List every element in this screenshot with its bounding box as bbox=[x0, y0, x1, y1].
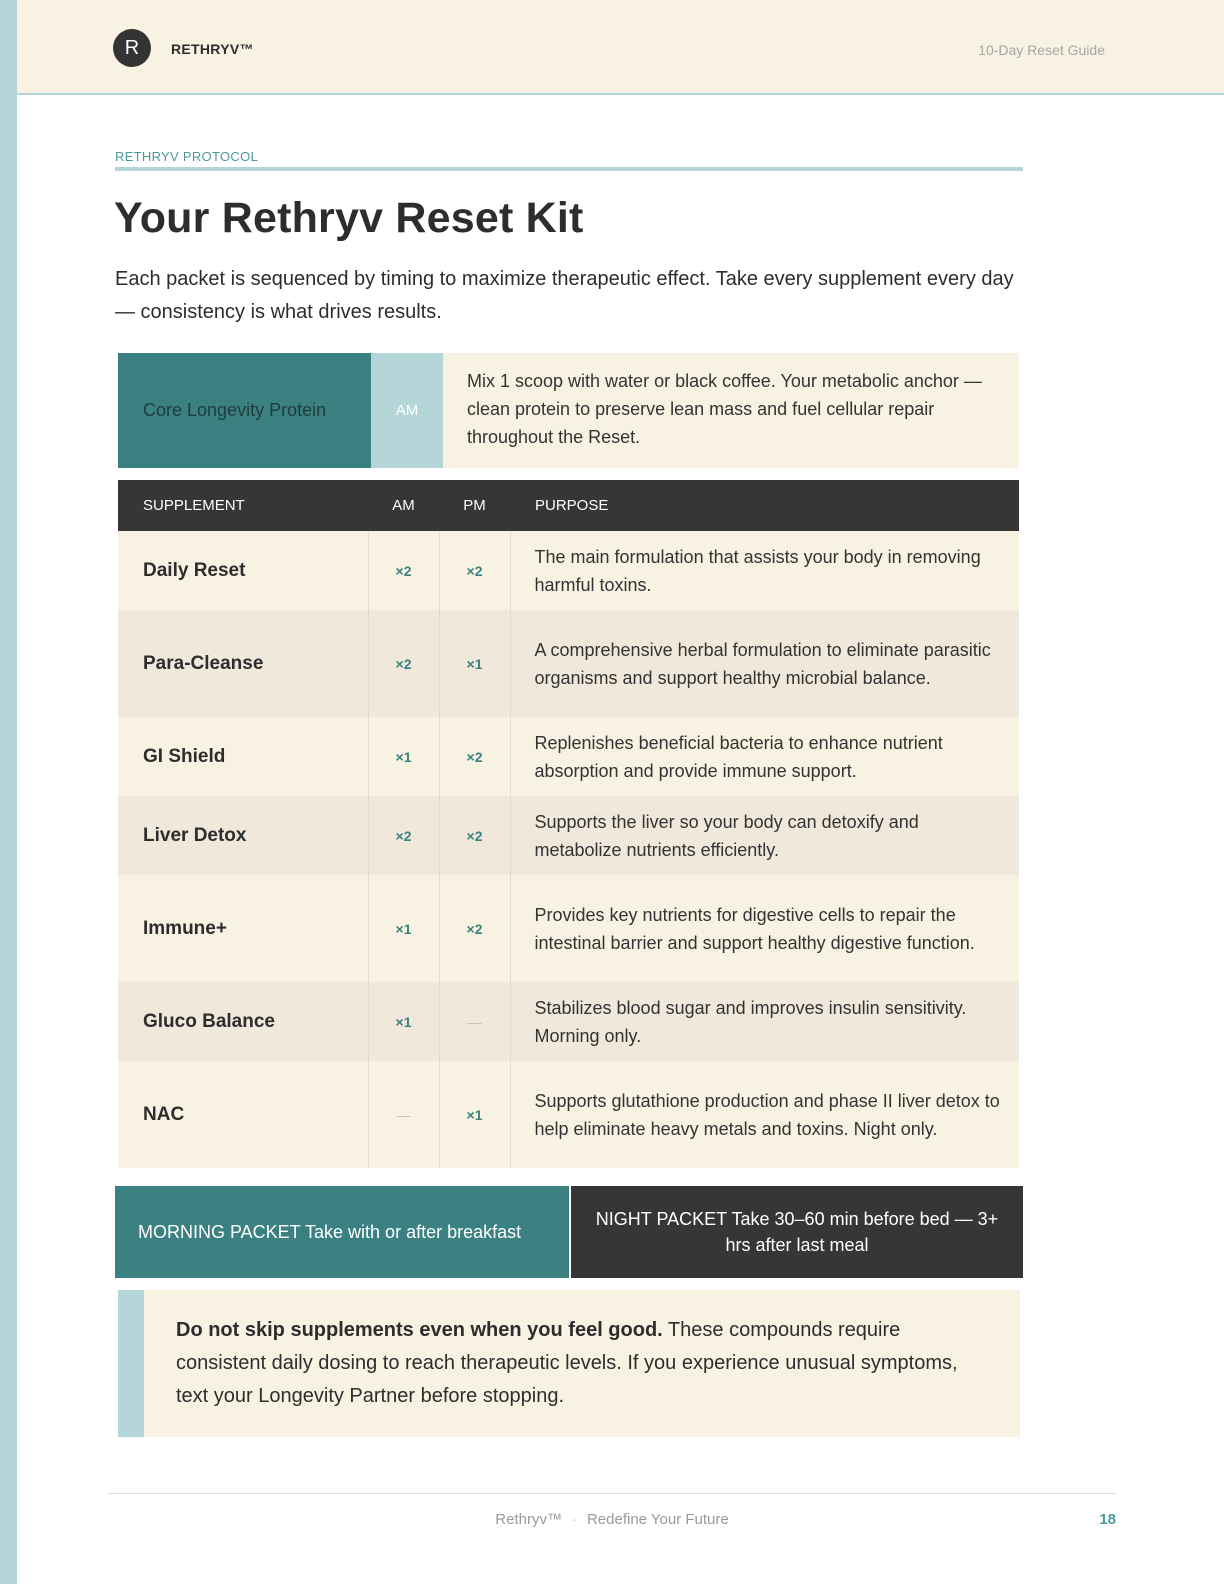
header-pm: PM bbox=[439, 480, 510, 531]
notice-body-text: These compounds require consistent daily dosing to reach therapeutic levels. If you experience unusual symptoms, text your Longevity Partner before stopping. bbox=[176, 1319, 958, 1407]
table-row bbox=[118, 796, 1019, 875]
supplement-purpose: Supports the liver so your body can detoxify and metabolize nutrients efficiently. bbox=[510, 796, 1019, 875]
table-header-row bbox=[118, 480, 1019, 531]
am-dose-none: — bbox=[368, 1061, 439, 1168]
footer-tagline: Redefine Your Future bbox=[586, 1511, 729, 1528]
footer-brand: Rethryv™ bbox=[495, 1511, 562, 1528]
supplement-name: Liver Detox bbox=[118, 796, 368, 875]
am-dose: ×2 bbox=[368, 531, 439, 610]
eyebrow-divider bbox=[115, 167, 1023, 171]
supplement-purpose: Supports glutathione production and phase II liver detox to help eliminate heavy metals and toxins. Night only. bbox=[510, 1061, 1019, 1168]
night-packet-label: NIGHT PACKET Take 30–60 min before bed — 3+ hrs after last meal bbox=[571, 1186, 1023, 1278]
supplement-purpose: A comprehensive herbal formulation to eliminate parasitic organisms and support healthy microbial balance. bbox=[510, 610, 1019, 717]
table-row bbox=[118, 1061, 1019, 1168]
supplement-table bbox=[118, 480, 1019, 1168]
notice-accent-bar bbox=[118, 1290, 144, 1437]
notice-text bbox=[144, 1290, 1020, 1437]
supplement-purpose: Provides key nutrients for digestive cells to repair the intestinal barrier and support healthy digestive function. bbox=[510, 875, 1019, 982]
supplement-purpose: The main formulation that assists your body in removing harmful toxins. bbox=[510, 531, 1019, 610]
important-notice bbox=[118, 1290, 1020, 1437]
page-number: 18 bbox=[1099, 1511, 1116, 1528]
supplement-name: GI Shield bbox=[118, 717, 368, 796]
brand-name: RETHRYV™ bbox=[171, 41, 254, 57]
core-protein-row bbox=[118, 353, 1019, 468]
am-dose: ×1 bbox=[368, 717, 439, 796]
core-protein-name: Core Longevity Protein bbox=[118, 353, 371, 468]
brand-logo: R bbox=[113, 29, 151, 67]
section-eyebrow: RETHRYV PROTOCOL bbox=[115, 149, 259, 164]
left-accent-bar bbox=[0, 0, 17, 1584]
supplement-name: Immune+ bbox=[118, 875, 368, 982]
footer-divider bbox=[108, 1493, 1116, 1494]
pm-dose: ×1 bbox=[439, 1061, 510, 1168]
footer-separator: · bbox=[571, 1511, 577, 1528]
am-dose: ×1 bbox=[368, 875, 439, 982]
pm-dose: ×2 bbox=[439, 875, 510, 982]
supplement-name: Daily Reset bbox=[118, 531, 368, 610]
table-row bbox=[118, 610, 1019, 717]
pm-dose: ×2 bbox=[439, 531, 510, 610]
supplement-name: Para-Cleanse bbox=[118, 610, 368, 717]
am-dose: ×2 bbox=[368, 610, 439, 717]
table-row bbox=[118, 531, 1019, 610]
page-title: Your Rethryv Reset Kit bbox=[114, 194, 584, 242]
core-protein-time: AM bbox=[371, 353, 443, 468]
pm-dose: ×2 bbox=[439, 717, 510, 796]
supplement-purpose: Replenishes beneficial bacteria to enhance nutrient absorption and provide immune support. bbox=[510, 717, 1019, 796]
core-protein-description: Mix 1 scoop with water or black coffee. Your metabolic anchor — clean protein to preserve lean mass and fuel cellular repair throughout the Reset. bbox=[467, 371, 982, 447]
supplement-name: Gluco Balance bbox=[118, 982, 368, 1061]
header-purpose: PURPOSE bbox=[510, 480, 1019, 531]
notice-bold-text: Do not skip supplements even when you feel good. bbox=[176, 1319, 663, 1341]
pm-dose: ×2 bbox=[439, 796, 510, 875]
guide-title: 10-Day Reset Guide bbox=[978, 42, 1105, 58]
am-dose: ×2 bbox=[368, 796, 439, 875]
footer-brand-line bbox=[0, 1511, 1224, 1528]
pm-dose-none: — bbox=[439, 982, 510, 1061]
table-row bbox=[118, 717, 1019, 796]
packet-timing-bar bbox=[115, 1186, 1023, 1278]
table-row bbox=[118, 875, 1019, 982]
morning-packet-label: MORNING PACKET Take with or after breakfast bbox=[115, 1186, 569, 1278]
am-dose: ×1 bbox=[368, 982, 439, 1061]
supplement-name: NAC bbox=[118, 1061, 368, 1168]
page-header bbox=[17, 0, 1224, 95]
supplement-purpose: Stabilizes blood sugar and improves insulin sensitivity. Morning only. bbox=[510, 982, 1019, 1061]
table-row bbox=[118, 982, 1019, 1061]
header-supplement: SUPPLEMENT bbox=[118, 480, 368, 531]
pm-dose: ×1 bbox=[439, 610, 510, 717]
header-am: AM bbox=[368, 480, 439, 531]
intro-paragraph: Each packet is sequenced by timing to maximize therapeutic effect. Take every supplement every day — consistency is what drives results. bbox=[115, 268, 1014, 323]
